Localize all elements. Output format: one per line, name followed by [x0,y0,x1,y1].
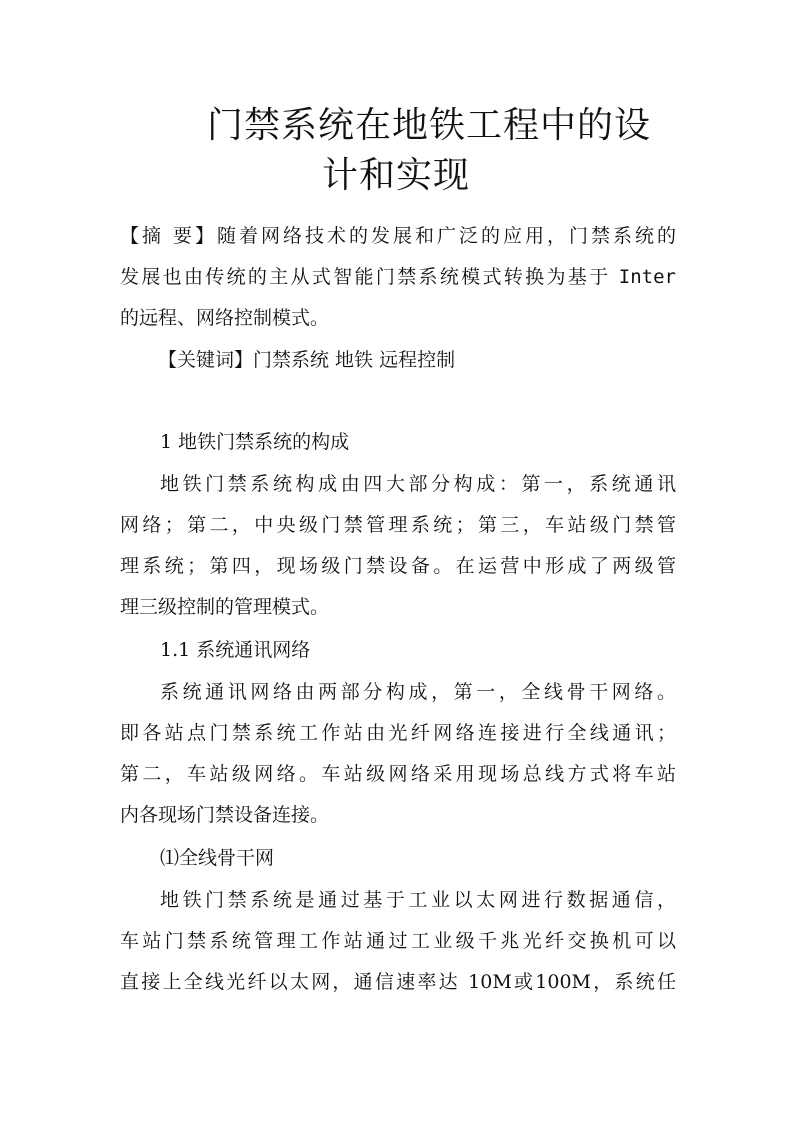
title-line-2: 计和实现 [322,155,471,196]
section-1-1-para-line-2: 即各站点门禁系统工作站由光纤网络连接进行全线通讯； [120,722,676,744]
item-1-para-line-3: 直接上全线光纤以太网，通信速率达 10M或100M，系统任 [120,971,676,993]
keywords-line [158,345,714,375]
abstract-term: Inter [618,266,676,288]
item-1-heading: ⑴全线骨干网 [160,847,275,869]
abstract-line-1 [120,221,676,251]
abstract-line-3: 的远程、网络控制模式。 [120,307,330,329]
section-1-para-line-3: 理系统；第四，现场级门禁设备。在运营中形成了两级管 [120,555,676,577]
abstract-line-2 [120,262,676,292]
abstract-label: 【摘 要】 [120,225,218,247]
keywords-text: 门禁系统 地铁 远程控制 [253,349,456,371]
section-1-1-para-line-4: 内各现场门禁设备连接。 [120,804,330,826]
section-1-1-para-line-3: 第二，车站级网络。车站级网络采用现场总线方式将车站 [120,763,676,785]
section-1-1-heading: 1.1 系统通讯网络 [160,639,311,661]
item-1-para-line-2: 车站门禁系统管理工作站通过工业级千兆光纤交换机可以 [120,930,676,952]
section-1-para-line-4: 理三级控制的管理模式。 [120,596,330,618]
abstract-text-2: 发展也由传统的主从式智能门禁系统模式转换为基于 [120,266,611,288]
section-1-heading: 1 地铁门禁系统的构成 [160,431,350,453]
section-1-para-line-2: 网络；第二，中央级门禁管理系统；第三，车站级门禁管 [120,514,676,536]
item-1-para-line-1: 地铁门禁系统是通过基于工业以太网进行数据通信， [160,889,676,911]
abstract-text-1: 随着网络技术的发展和广泛的应用，门禁系统的 [217,225,676,247]
section-1-1-para-line-1: 系统通讯网络由两部分构成，第一，全线骨干网络。 [160,681,676,703]
title-line-1: 门禁系统在地铁工程中的设 [207,105,652,146]
keywords-label: 【关键词】 [158,349,254,371]
section-1-para-line-1: 地铁门禁系统构成由四大部分构成：第一，系统通讯 [160,473,676,495]
